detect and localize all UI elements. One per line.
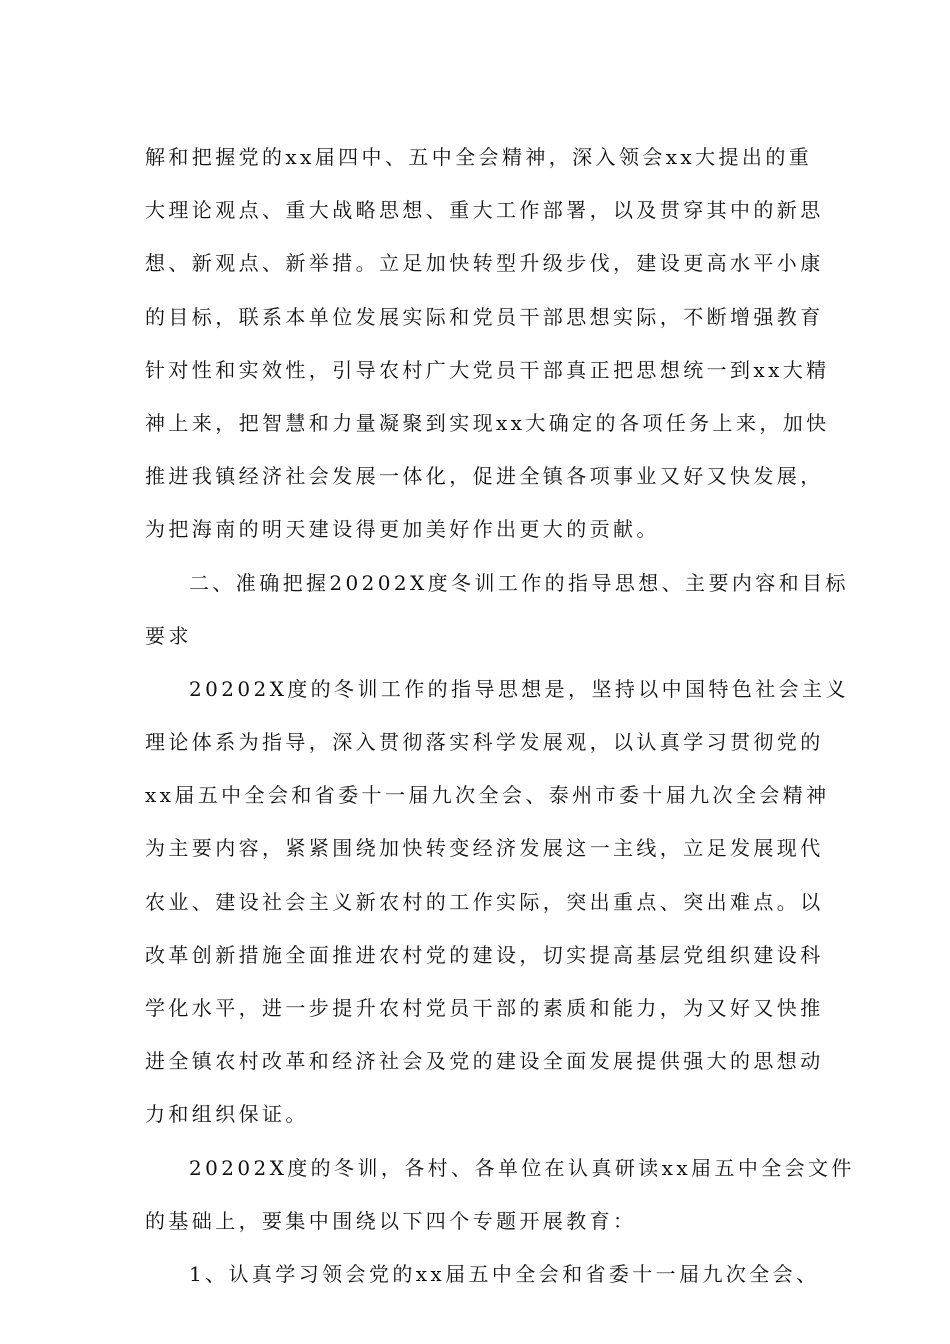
section-heading-line: 要求 (145, 623, 192, 648)
document-body (145, 131, 855, 1301)
paragraph-line: 的目标，联系本单位发展实际和党员干部思想实际，不断增强教育 (145, 304, 824, 329)
paragraph-line: 神上来，把智慧和力量凝聚到实现xx大确定的各项任务上来，加快 (145, 410, 830, 435)
paragraph-line: xx届五中全会和省委十一届九次全会、泰州市委十届九次全会精神 (145, 783, 830, 808)
paragraph-line: 改革创新措施全面推进农村党的建设，切实提高基层党组织建设科 (145, 942, 824, 967)
paragraph-line: 的基础上，要集中围绕以下四个专题开展教育： (145, 1208, 637, 1233)
list-item-line: 1、认真学习领会党的xx届五中全会和省委十一届九次全会、 (189, 1261, 820, 1286)
paragraph-line: 为主要内容，紧紧围绕加快转变经济发展这一主线，立足发展现代 (145, 836, 824, 861)
paragraph-line: 进全镇农村改革和经济社会及党的建设全面发展提供强大的思想动 (145, 1049, 824, 1074)
paragraph-line: 20202X度的冬训工作的指导思想是，坚持以中国特色社会主义 (189, 676, 849, 701)
paragraph-line: 农业、建设社会主义新农村的工作实际，突出重点、突出难点。以 (145, 889, 824, 914)
paragraph-line: 力和组织保证。 (145, 1102, 309, 1127)
paragraph-line: 学化水平，进一步提升农村党员干部的素质和能力，为又好又快推 (145, 996, 824, 1020)
paragraph-line: 针对性和实效性，引导农村广大党员干部真正把思想统一到xx大精 (145, 357, 830, 382)
paragraph-line: 理论体系为指导，深入贯彻落实科学发展观，以认真学习贯彻党的 (145, 730, 824, 755)
section-heading-line: 二、准确把握20202X度冬训工作的指导思想、主要内容和目标 (189, 570, 849, 595)
paragraph-line: 想、新观点、新举措。立足加快转型升级步伐，建设更高水平小康 (145, 251, 824, 276)
paragraph-line: 推进我镇经济社会发展一体化，促进全镇各项事业又好又快发展， (145, 464, 824, 489)
paragraph-line: 20202X度的冬训，各村、各单位在认真研读xx届五中全会文件 (189, 1155, 855, 1180)
paragraph-line: 为把海南的明天建设得更加美好作出更大的贡献。 (145, 517, 660, 542)
paragraph-line: 大理论观点、重大战略思想、重大工作部署，以及贯穿其中的新思 (145, 198, 824, 223)
paragraph-line: 解和把握党的xx届四中、五中全会精神，深入领会xx大提出的重 (145, 145, 813, 169)
